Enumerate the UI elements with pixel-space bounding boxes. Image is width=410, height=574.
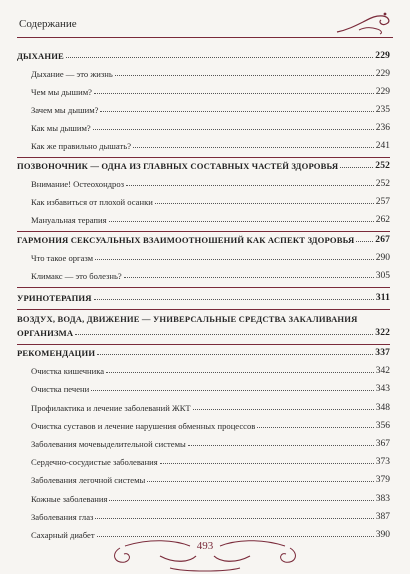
toc-section[interactable]	[17, 314, 390, 338]
dot-leader	[106, 372, 374, 373]
page-number: 305	[375, 271, 390, 281]
item-title: Зачем мы дышим?	[31, 105, 99, 115]
item-title: Сахарный диабет	[31, 529, 95, 540]
item-title: Как же правильно дышать?	[31, 141, 132, 151]
flourish-ornament-icon	[335, 10, 393, 36]
dot-leader	[95, 518, 373, 519]
page-number: 267	[375, 235, 390, 245]
toc-item[interactable]	[17, 115, 390, 133]
page-number: 229	[375, 69, 390, 79]
item-title: Чем мы дышим?	[31, 87, 92, 97]
toc-item[interactable]	[17, 189, 390, 207]
item-title: Заболевания мочевыделительной системы	[31, 438, 186, 449]
toc-section[interactable]	[17, 346, 390, 358]
item-title: Очистка кишечника	[31, 366, 105, 377]
section-divider	[17, 309, 390, 310]
page-number: 390	[375, 529, 390, 540]
page-number: 373	[375, 457, 390, 468]
item-title: Внимание! Остеохондроз	[31, 179, 125, 189]
toc-item[interactable]	[17, 394, 390, 412]
dot-leader	[75, 334, 373, 335]
page-number: 367	[375, 438, 390, 449]
page-number: 348	[375, 402, 390, 413]
section-divider	[17, 344, 390, 345]
dot-leader	[126, 185, 374, 186]
page-number: 379	[375, 475, 390, 486]
dot-leader	[147, 481, 373, 482]
toc-section[interactable]	[17, 47, 390, 61]
page-number: 257	[375, 197, 390, 207]
dot-leader	[91, 390, 374, 391]
dot-leader	[66, 57, 373, 58]
page-number: 311	[375, 293, 390, 303]
dot-leader	[115, 75, 374, 76]
toc-section[interactable]	[17, 233, 390, 245]
page-title: Содержание	[19, 18, 77, 30]
item-title: Очистка печени	[31, 384, 90, 395]
toc-item[interactable]	[17, 485, 390, 503]
item-title: Профилактика и лечение заболеваний ЖКТ	[31, 402, 191, 413]
item-title: Дыхание — это жизнь	[31, 69, 113, 79]
toc-item[interactable]	[17, 376, 390, 394]
page-number: 343	[375, 384, 390, 395]
section-divider	[17, 231, 390, 232]
dot-leader	[193, 409, 374, 410]
page-number: 322	[375, 328, 390, 338]
toc-item[interactable]	[17, 449, 390, 467]
item-title: Заболевания глаз	[31, 511, 94, 522]
page-number: 235	[375, 105, 390, 115]
toc-section[interactable]	[17, 289, 390, 303]
dot-leader	[133, 147, 374, 148]
toc-item[interactable]	[17, 245, 390, 263]
item-title: Мануальная терапия	[31, 215, 107, 225]
item-title: Климакс — это болезнь?	[31, 271, 122, 281]
toc-section[interactable]	[17, 159, 390, 171]
dot-leader	[95, 259, 374, 260]
section-divider	[17, 157, 390, 158]
dot-leader	[97, 354, 373, 355]
page-number: 290	[375, 253, 390, 263]
item-title: Как мы дышим?	[31, 123, 91, 133]
toc-item[interactable]	[17, 61, 390, 79]
dot-leader	[356, 241, 373, 242]
section-title: ПОЗВОНОЧНИК — ОДНА ИЗ ГЛАВНЫХ СОСТАВНЫХ ЧАСТЕЙ ЗДОРОВЬЯ	[17, 161, 339, 171]
toc-item[interactable]	[17, 207, 390, 225]
section-title: ВОЗДУХ, ВОДА, ДВИЖЕНИЕ — УНИВЕРСАЛЬНЫЕ СРЕДСТВА ЗАКАЛИВАНИЯ	[17, 314, 358, 324]
header-rule	[17, 37, 393, 38]
section-title-continued: ОРГАНИЗМА	[17, 328, 74, 338]
toc-item[interactable]	[17, 133, 390, 151]
page-number: 383	[375, 493, 390, 504]
toc-item[interactable]	[17, 97, 390, 115]
page-number: 356	[375, 420, 390, 431]
page-number: 229	[375, 87, 390, 97]
dot-leader	[155, 203, 374, 204]
page-number: 229	[375, 51, 390, 61]
dot-leader	[109, 221, 374, 222]
page-footer	[0, 534, 410, 574]
page-number: 337	[375, 348, 390, 358]
dot-leader	[94, 93, 374, 94]
item-title: Очистка суставов и лечение нарушения обменных процессов	[31, 420, 256, 431]
dot-leader	[340, 167, 373, 168]
toc-item[interactable]	[17, 504, 390, 522]
toc-item[interactable]	[17, 413, 390, 431]
toc-item[interactable]	[17, 467, 390, 485]
dot-leader	[100, 111, 373, 112]
page-header	[17, 16, 393, 38]
item-title: Сердечно-сосудистые заболевания	[31, 457, 158, 468]
item-title: Что такое оргазм	[31, 253, 94, 263]
section-divider	[17, 287, 390, 288]
dot-leader	[160, 463, 374, 464]
toc-item[interactable]	[17, 358, 390, 376]
toc-item[interactable]	[17, 263, 390, 281]
page-number: 241	[375, 141, 390, 151]
section-title: РЕКОМЕНДАЦИИ	[17, 348, 96, 358]
item-title: Кожные заболевания	[31, 493, 108, 504]
section-title: ГАРМОНИЯ СЕКСУАЛЬНЫХ ВЗАИМООТНОШЕНИЙ КАК АСПЕКТ ЗДОРОВЬЯ	[17, 235, 355, 245]
dot-leader	[124, 277, 374, 278]
page-number: 236	[375, 123, 390, 133]
section-title: УРИНОТЕРАПИЯ	[17, 293, 92, 303]
toc-item[interactable]	[17, 79, 390, 97]
dot-leader	[94, 299, 374, 300]
item-title: Заболевания легочной системы	[31, 475, 146, 486]
table-of-contents	[17, 47, 390, 540]
toc-item[interactable]	[17, 171, 390, 189]
page-number: 262	[375, 215, 390, 225]
dot-leader	[188, 445, 374, 446]
page-number: 387	[375, 511, 390, 522]
dot-leader	[257, 427, 373, 428]
page-number-footer: 493	[196, 540, 214, 552]
section-title: ДЫХАНИЕ	[17, 51, 64, 61]
item-title: Как избавиться от плохой осанки	[31, 197, 153, 207]
page-number: 252	[375, 161, 390, 171]
dot-leader	[93, 129, 374, 130]
page-number: 252	[375, 179, 390, 189]
page-number: 342	[375, 366, 390, 377]
dot-leader	[109, 500, 373, 501]
toc-item[interactable]	[17, 431, 390, 449]
